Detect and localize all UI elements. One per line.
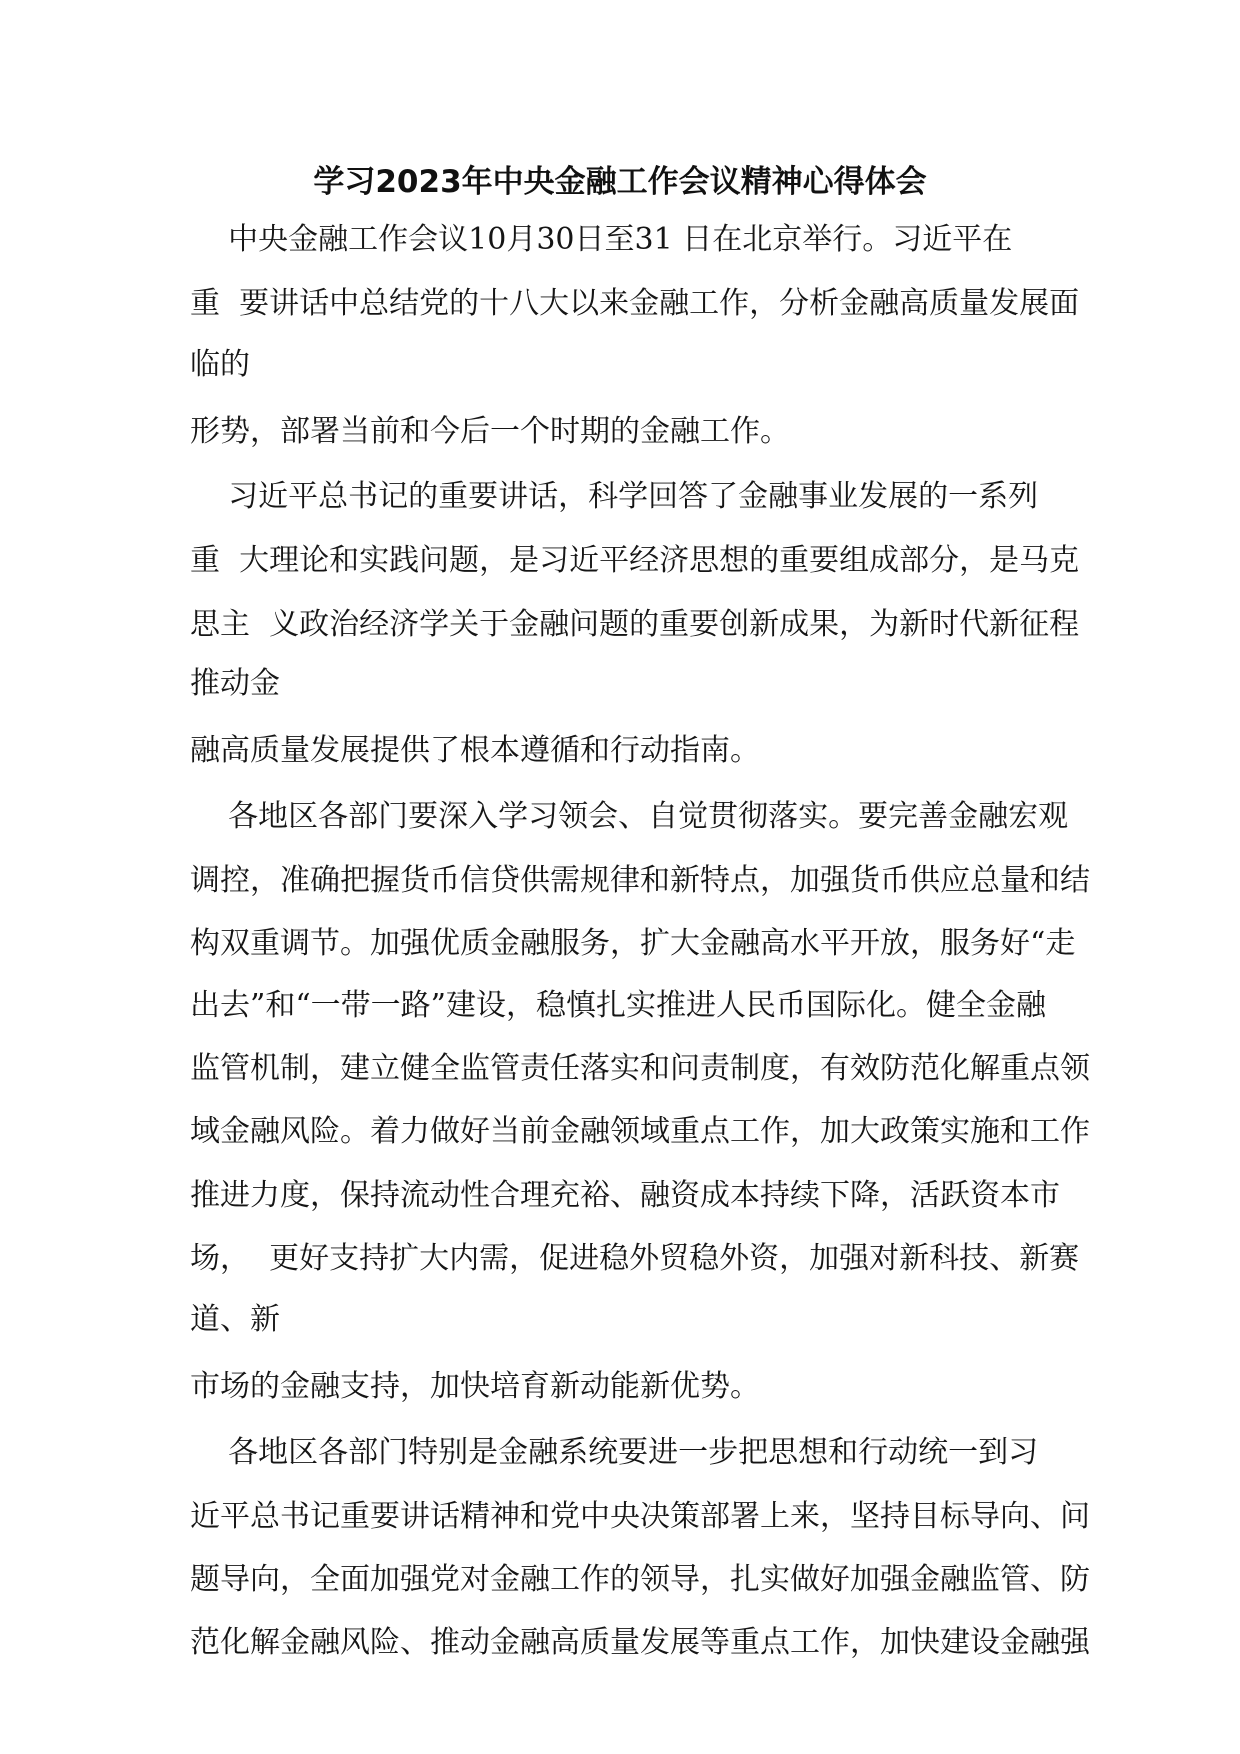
text-line: 思主 义政治经济学关于金融问题的重要创新成果，为新时代新征程 [190, 607, 1080, 642]
text-line: 调控，准确把握货币信贷供需规律和新特点，加强货币供应总量和结 [190, 863, 1090, 898]
text-line: 融高质量发展提供了根本遵循和行动指南。 [190, 733, 760, 768]
text-line: 监管机制，建立健全监管责任落实和问责制度，有效防范化解重点领 [190, 1051, 1090, 1086]
text-line: 市场的金融支持，加快培育新动能新优势。 [190, 1369, 760, 1404]
text-line: 临的 [190, 347, 250, 382]
text-line: 近平总书记重要讲话精神和党中央决策部署上来，坚持目标导向、问 [190, 1499, 1090, 1534]
text-line: 场， 更好支持扩大内需，促进稳外贸稳外资，加强对新科技、新赛 [190, 1241, 1080, 1276]
text-line: 各地区各部门特别是金融系统要进一步把思想和行动统一到习 [190, 1435, 1039, 1470]
text-line: 重 要讲话中总结党的十八大以来金融工作，分析金融高质量发展面 [190, 286, 1080, 321]
text-line: 形势，部署当前和今后一个时期的金融工作。 [190, 414, 790, 449]
text-line: 中央金融工作会议10月30日至31 日在北京举行。习近平在 [190, 222, 1013, 257]
text-line: 构双重调节。加强优质金融服务，扩大金融高水平开放，服务好“走 [190, 926, 1076, 961]
text-line: 推进力度，保持流动性合理充裕、融资成本持续下降，活跃资本市 [190, 1178, 1060, 1213]
text-line: 各地区各部门要深入学习领会、自觉贯彻落实。要完善金融宏观 [190, 799, 1069, 834]
text-line: 域金融风险。着力做好当前金融领域重点工作，加大政策实施和工作 [190, 1114, 1090, 1149]
document-title: 学习2023年中央金融工作会议精神心得体会 [313, 164, 927, 200]
text-line: 重 大理论和实践问题，是习近平经济思想的重要组成部分，是马克 [190, 543, 1080, 578]
text-line: 出去”和“一带一路”建设，稳慎扎实推进人民币国际化。健全金融 [190, 988, 1047, 1023]
text-line: 范化解金融风险、推动金融高质量发展等重点工作，加快建设金融强 [190, 1625, 1090, 1660]
text-line: 推动金 [190, 666, 280, 701]
text-line: 题导向，全面加强党对金融工作的领导，扎实做好加强金融监管、防 [190, 1562, 1090, 1597]
text-line: 习近平总书记的重要讲话，科学回答了金融事业发展的一系列 [190, 479, 1039, 514]
text-line: 道、新 [190, 1302, 280, 1337]
